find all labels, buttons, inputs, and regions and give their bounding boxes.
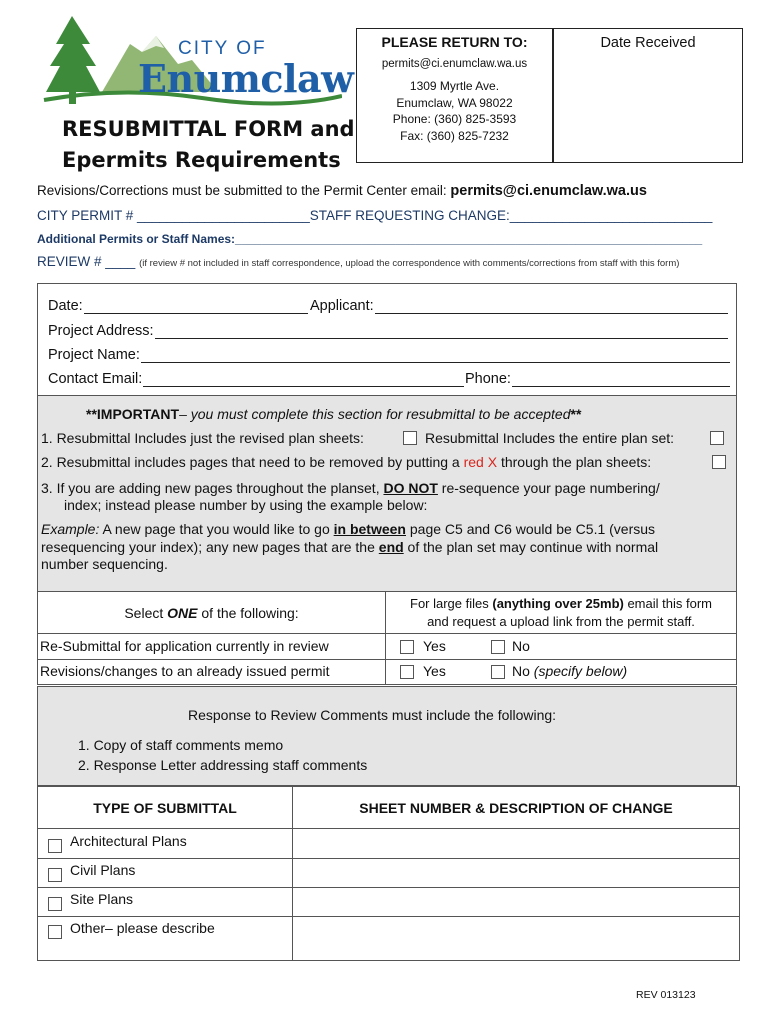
item1-entire-set: Resubmittal Includes the entire plan set: [425,430,675,446]
resubmittal-row-label: Re-Submittal for application currently in review [38,634,386,660]
date-input-line[interactable] [84,300,308,314]
project-name-field[interactable] [48,347,730,363]
form-title-line1: RESUBMITTAL FORM and [62,117,355,141]
form-title-line2: Epermits Requirements [62,148,341,172]
project-address-label: Project Address: [48,323,154,339]
sheet-description-header: SHEET NUMBER & DESCRIPTION OF CHANGE [293,787,739,829]
revisions-no-label [512,663,627,679]
item3-line2: index; instead please number by using the example below: [64,497,428,513]
revisions-yes-label: Yes [423,663,446,679]
revision-code: REV 013123 [636,989,696,1001]
response-requirements-box [37,686,737,786]
phone-input-line[interactable] [512,373,730,387]
city-permit-row[interactable]: CITY PERMIT # _______________________STAFF REQUESTING CHANGE:___________________________ [37,208,713,223]
logo-name-text: Enumclaw [138,56,354,101]
item2-text-end: through the plan sheets: [497,454,652,470]
resubmittal-no-label: No [512,638,530,654]
date-label: Date: [48,298,83,314]
revisions-no-text: No [512,663,530,679]
example-text-b: page C5 and C6 would be C5.1 (versus [406,521,656,537]
item2 [41,454,651,470]
revisions-row-options [386,660,736,684]
other-description[interactable] [293,917,739,960]
example-text-a: A new page that you would like to go [99,521,334,537]
submittal-row-site [38,888,293,917]
large-files-note [386,592,736,634]
item1-text: 1. Resubmittal Includes just the revised plan sheets: [41,430,364,446]
response-item1: 1. Copy of staff comments memo [78,737,284,753]
item3 [41,480,660,496]
phone-label: Phone: [465,371,511,387]
revised-sheets-checkbox[interactable] [403,431,417,445]
resubmittal-yes-checkbox[interactable] [400,640,414,654]
revisions-note [37,183,647,199]
other-label: Other– please describe [70,920,215,936]
select-label-c: of the following: [197,604,299,621]
type-of-submittal-header: TYPE OF SUBMITTAL [38,787,293,829]
entire-set-checkbox[interactable] [710,431,724,445]
important-heading-text: – you must complete this section for resubmittal to be accepted [179,406,571,422]
select-one-header [38,592,386,634]
example-line2 [41,539,658,555]
architectural-description[interactable] [293,829,739,859]
project-name-label: Project Name: [48,347,140,363]
revisions-yes-checkbox[interactable] [400,665,414,679]
revisions-row-label: Revisions/changes to an already issued permit [38,660,386,684]
example-end: end [378,539,404,555]
submittal-row-other [38,917,293,960]
project-address-input-line[interactable] [155,325,728,339]
contact-email-label: Contact Email: [48,371,143,387]
project-name-input-line[interactable] [141,349,730,363]
resubmittal-yes-label: Yes [423,638,446,654]
return-to-box [356,28,553,163]
phone-field[interactable] [465,371,730,387]
important-heading-end: ** [570,406,582,422]
select-one-table [37,591,737,685]
site-label: Site Plans [70,891,134,907]
site-checkbox[interactable] [48,897,62,911]
other-checkbox[interactable] [48,925,62,939]
example-label: Example: [41,521,100,537]
contact-email-input-line[interactable] [143,373,464,387]
large-files-a: For large files [410,596,493,611]
item3-text-end: re-sequence your page numbering/ [437,480,660,496]
applicant-field[interactable] [310,298,728,314]
return-address-line1: 1309 Myrtle Ave. [409,79,500,93]
item2-red-x: red X [463,454,498,470]
return-fax: Fax: (360) 825-7232 [400,128,509,143]
civil-checkbox[interactable] [48,868,62,882]
date-field[interactable] [48,298,308,314]
submittal-row-architectural [38,829,293,859]
additional-permits-row[interactable]: Additional Permits or Staff Names:______________________________________________________________________ [37,232,703,246]
revisions-note-email[interactable]: permits@ci.enumclaw.wa.us [450,183,647,199]
example-in-between: in between [333,521,406,537]
review-note: (if review # not included in staff correspondence, upload the correspondence with comments/corrections from staff with this form) [139,258,680,269]
project-address-field[interactable] [48,323,728,339]
return-to-title: PLEASE RETURN TO: [381,34,528,50]
large-files-b: (anything over 25mb) [492,596,624,611]
response-item2: 2. Response Letter addressing staff comments [78,757,368,773]
form-title [62,114,355,176]
return-phone: Phone: (360) 825-3593 [392,112,517,126]
large-files-c: email this form [623,596,712,611]
remove-pages-checkbox[interactable] [712,455,726,469]
return-address-line2: Enumclaw, WA 98022 [396,95,513,110]
resubmittal-row-options [386,634,736,660]
submittal-type-table [37,786,740,961]
resubmittal-no-checkbox[interactable] [491,640,505,654]
civil-label: Civil Plans [70,862,136,878]
item3-text: 3. If you are adding new pages throughout the planset, [41,480,384,496]
applicant-info-box [37,283,737,396]
applicant-input-line[interactable] [375,300,728,314]
revisions-no-specify: (specify below) [533,663,628,679]
contact-email-field[interactable] [48,371,464,387]
architectural-checkbox[interactable] [48,839,62,853]
civil-description[interactable] [293,859,739,888]
submittal-row-civil [38,859,293,888]
select-label-a: Select [124,604,168,621]
important-heading [86,406,581,422]
review-number-row[interactable] [37,254,679,269]
logo-city-text: CITY OF [178,38,267,59]
example-text-d: of the plan set may continue with normal [403,539,659,555]
return-to-email[interactable]: permits@ci.enumclaw.wa.us [381,58,528,70]
review-label: REVIEW # ____ [37,254,136,269]
large-files-d: and request a upload link from the permit staff. [427,614,695,629]
architectural-label: Architectural Plans [70,833,187,849]
date-received-label: Date Received [600,35,696,51]
revisions-note-text: Revisions/Corrections must be submitted to the Permit Center email: [37,183,451,198]
example-line1 [41,521,655,537]
example-line3: number sequencing. [41,556,168,572]
date-received-box[interactable] [553,28,743,163]
select-label-one: ONE [167,604,198,621]
item1 [41,430,364,446]
response-heading: Response to Review Comments must include the following: [188,707,557,723]
item2-text: 2. Resubmittal includes pages that need to be removed by putting a [41,454,464,470]
revisions-no-checkbox[interactable] [491,665,505,679]
item3-do-not: DO NOT [383,480,438,496]
site-description[interactable] [293,888,739,917]
example-text-c: resequencing your index); any new pages that are the [41,539,379,555]
important-section [37,396,737,592]
important-heading-bold: **IMPORTANT [86,406,180,422]
applicant-label: Applicant: [310,298,374,314]
